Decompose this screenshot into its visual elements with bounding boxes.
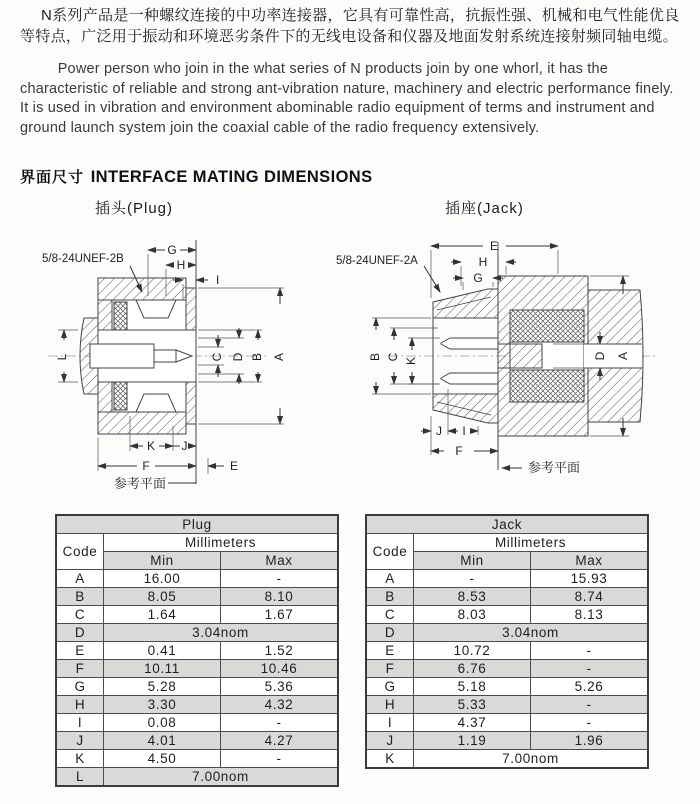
dim-label-C: C xyxy=(386,352,400,362)
dim-label-F: F xyxy=(455,444,463,458)
dim-label-J: J xyxy=(181,439,188,453)
plug-reference-plane-label: 参考平面 xyxy=(114,476,167,491)
dim-label-A: A xyxy=(616,351,630,361)
min-cell: 6.76 xyxy=(414,660,531,678)
min-cell: 0.08 xyxy=(104,714,221,732)
plug-table xyxy=(55,514,339,787)
table-row xyxy=(366,660,648,678)
jack-thread-spec: 5/8-24UNEF-2A xyxy=(336,255,418,267)
min-cell: 5.18 xyxy=(414,678,531,696)
max-cell: 1.52 xyxy=(221,642,339,660)
code-cell: K xyxy=(56,750,104,768)
min-cell: 1.64 xyxy=(104,606,221,624)
value-cell: 3.04nom xyxy=(104,624,339,642)
dim-label-K: K xyxy=(146,439,156,453)
min-cell: 3.30 xyxy=(104,696,221,714)
max-cell: 4.32 xyxy=(221,696,339,714)
code-cell: G xyxy=(56,678,104,696)
section-heading-en: INTERFACE MATING DIMENSIONS xyxy=(90,168,373,186)
table-row xyxy=(56,714,338,732)
table-row xyxy=(56,768,338,787)
table-row xyxy=(56,642,338,660)
plug-body-section xyxy=(80,278,196,434)
code-cell: I xyxy=(366,714,414,732)
table-row xyxy=(56,570,338,588)
max-cell: 5.26 xyxy=(531,678,649,696)
value-cell: 3.04nom xyxy=(414,624,649,642)
min-cell: 16.00 xyxy=(104,570,221,588)
table-title-row xyxy=(366,515,648,534)
max-header: Max xyxy=(221,552,339,570)
code-cell: E xyxy=(366,642,414,660)
table-title-row xyxy=(56,515,338,534)
code-cell: G xyxy=(366,678,414,696)
code-cell: B xyxy=(366,588,414,606)
max-cell: 8.13 xyxy=(531,606,649,624)
min-cell: 4.37 xyxy=(414,714,531,732)
min-cell: 4.01 xyxy=(104,732,221,750)
min-cell: 5.33 xyxy=(414,696,531,714)
unit-header: Millimeters xyxy=(414,534,649,552)
code-cell: I xyxy=(56,714,104,732)
dim-label-H: H xyxy=(478,255,488,269)
unit-header: Millimeters xyxy=(104,534,339,552)
table-row xyxy=(56,696,338,714)
max-cell: 1.67 xyxy=(221,606,339,624)
code-cell: A xyxy=(56,570,104,588)
code-header: Code xyxy=(366,534,414,570)
dim-label-L: L xyxy=(55,353,69,361)
plug-diagram xyxy=(18,226,323,507)
dim-label-E: E xyxy=(230,459,239,473)
max-header: Max xyxy=(531,552,649,570)
code-cell: H xyxy=(56,696,104,714)
value-cell: 7.00nom xyxy=(414,750,649,769)
intro-paragraph-en: Power person who join in the what series of N products join by one whorl, it has the characteristic of reliable and strong ant-vibration nature, machinery and electric performance finely. It is used in vibration and environment abominable radio equipment of terms and instrument and ground launch system join the coaxial cable of the radio frequency extensively. xyxy=(20,61,674,136)
code-cell: F xyxy=(56,660,104,678)
dim-label-J: J xyxy=(436,424,442,438)
code-cell: C xyxy=(366,606,414,624)
dim-label-I: I xyxy=(216,273,220,287)
code-cell: K xyxy=(366,750,414,769)
table-row xyxy=(366,588,648,606)
table-row xyxy=(366,714,648,732)
dim-label-G: G xyxy=(167,243,177,257)
max-cell: 10.46 xyxy=(221,660,339,678)
min-cell: 10.11 xyxy=(104,660,221,678)
min-header: Min xyxy=(414,552,531,570)
max-cell: 8.74 xyxy=(531,588,649,606)
code-cell: J xyxy=(56,732,104,750)
min-cell: 0.41 xyxy=(104,642,221,660)
plug-table-title: Plug xyxy=(56,515,338,534)
table-row xyxy=(56,678,338,696)
intro-paragraph-zh: N系列产品是一种螺纹连接的中功率连接器，它具有可靠性高，抗振性强、机械和电气性能优良等特点，广泛用于振动和环境恶劣条件下的无线电设备和仪器及地面发射系统连接射频同轴电缆。 xyxy=(20,7,680,45)
dim-label-K: K xyxy=(404,356,418,366)
table-header-row xyxy=(56,534,338,552)
code-cell: D xyxy=(56,624,104,642)
code-cell: B xyxy=(56,588,104,606)
table-row xyxy=(366,750,648,769)
jack-diagram-title: 插座(Jack) xyxy=(445,200,524,217)
code-cell: C xyxy=(56,606,104,624)
table-row xyxy=(56,750,338,768)
table-row xyxy=(56,606,338,624)
max-cell: 4.27 xyxy=(221,732,339,750)
table-row xyxy=(366,678,648,696)
code-header: Code xyxy=(56,534,104,570)
plug-diagram-title: 插头(Plug) xyxy=(95,200,174,217)
code-cell: E xyxy=(56,642,104,660)
min-cell: 1.19 xyxy=(414,732,531,750)
code-cell: F xyxy=(366,660,414,678)
code-cell: D xyxy=(366,624,414,642)
min-header: Min xyxy=(104,552,221,570)
jack-diagram xyxy=(328,226,668,507)
table-row xyxy=(366,570,648,588)
table-header-row xyxy=(366,534,648,552)
dim-label-F: F xyxy=(142,459,150,473)
dim-label-C: C xyxy=(210,352,224,362)
min-cell: 8.03 xyxy=(414,606,531,624)
max-cell: 8.10 xyxy=(221,588,339,606)
dim-label-A: A xyxy=(272,352,286,362)
table-row xyxy=(56,732,338,750)
max-cell: - xyxy=(531,660,649,678)
max-cell: - xyxy=(531,642,649,660)
min-cell: 4.50 xyxy=(104,750,221,768)
jack-table-title: Jack xyxy=(366,515,648,534)
code-cell: H xyxy=(366,696,414,714)
max-cell: - xyxy=(221,750,339,768)
table-row xyxy=(366,696,648,714)
code-cell: L xyxy=(56,768,104,787)
max-cell: - xyxy=(531,714,649,732)
min-cell: 8.53 xyxy=(414,588,531,606)
value-cell: 7.00nom xyxy=(104,768,339,787)
min-cell: 5.28 xyxy=(104,678,221,696)
max-cell: 5.36 xyxy=(221,678,339,696)
max-cell: 15.93 xyxy=(531,570,649,588)
dim-label-H: H xyxy=(176,258,186,272)
jack-reference-plane-label: 参考平面 xyxy=(528,460,581,475)
code-cell: A xyxy=(366,570,414,588)
dim-label-D: D xyxy=(231,352,245,362)
max-cell: - xyxy=(221,570,339,588)
table-row xyxy=(56,624,338,642)
jack-table xyxy=(365,514,649,769)
max-cell: 1.96 xyxy=(531,732,649,750)
table-row xyxy=(366,624,648,642)
table-row xyxy=(56,660,338,678)
table-row xyxy=(366,732,648,750)
min-cell: 8.05 xyxy=(104,588,221,606)
dim-label-B: B xyxy=(250,352,264,362)
dim-label-B: B xyxy=(368,352,382,362)
section-heading-zh: 界面尺寸 xyxy=(20,169,85,186)
section-heading xyxy=(20,161,373,189)
dim-label-D: D xyxy=(593,351,607,361)
dim-label-E: E xyxy=(489,239,499,253)
min-cell: - xyxy=(414,570,531,588)
max-cell: - xyxy=(221,714,339,732)
table-row xyxy=(56,588,338,606)
dim-label-G: G xyxy=(473,271,483,285)
code-cell: J xyxy=(366,732,414,750)
dim-label-I: I xyxy=(462,424,466,438)
table-row xyxy=(366,606,648,624)
min-cell: 10.72 xyxy=(414,642,531,660)
max-cell: - xyxy=(531,696,649,714)
table-row xyxy=(366,642,648,660)
plug-thread-spec: 5/8-24UNEF-2B xyxy=(42,253,124,265)
